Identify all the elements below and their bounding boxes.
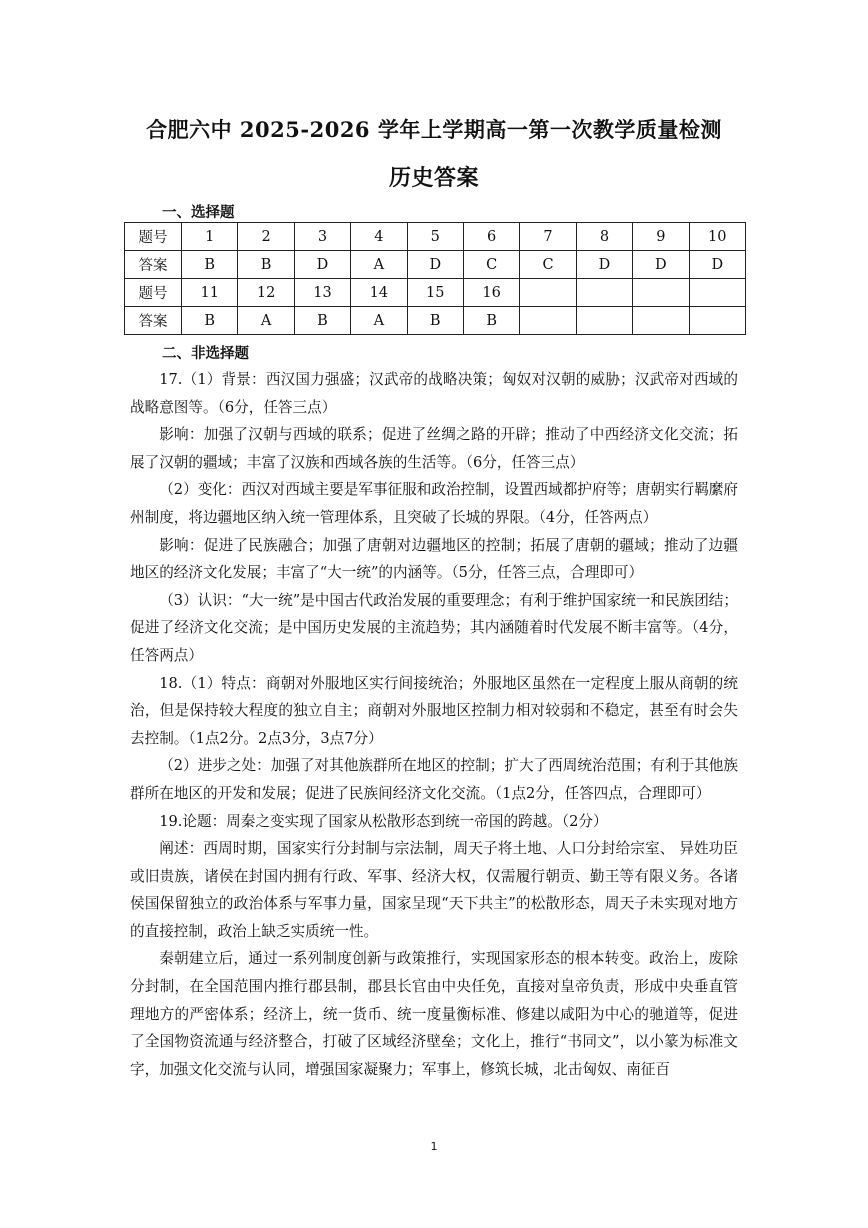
table-cell: 12 bbox=[238, 279, 294, 307]
table-cell: A bbox=[351, 307, 407, 335]
table-cell: D bbox=[689, 251, 745, 279]
table-cell bbox=[520, 279, 576, 307]
table-row-header: 题号 bbox=[125, 279, 182, 307]
table-cell: 3 bbox=[294, 223, 350, 251]
table-cell: 2 bbox=[238, 223, 294, 251]
answer-table bbox=[124, 222, 746, 335]
table-row-header: 题号 bbox=[125, 223, 182, 251]
table-cell bbox=[576, 279, 632, 307]
table-cell: D bbox=[633, 251, 689, 279]
paragraph-q18-progress: （2）进步之处：加强了对其他族群所在地区的控制；扩大了西周统治范围；有利于其他族群所在地区的开发和发展；促进了民族间经济文化交流。（1点2分，任答四点，合理即可） bbox=[130, 757, 738, 802]
table-row-header: 答案 bbox=[125, 307, 182, 335]
table-row bbox=[125, 279, 746, 307]
table-cell bbox=[633, 279, 689, 307]
table-cell: A bbox=[238, 307, 294, 335]
table-row bbox=[125, 251, 746, 279]
table-cell: 13 bbox=[294, 279, 350, 307]
table-cell: B bbox=[238, 251, 294, 279]
table-cell: B bbox=[182, 307, 238, 335]
section-heading-choice: 一、选择题 bbox=[162, 204, 235, 221]
paragraph-q19-thesis: 19.论题：周秦之变实现了国家从松散形态到统一帝国的跨越。（2分） bbox=[159, 812, 608, 830]
table-cell: 7 bbox=[520, 223, 576, 251]
table-cell: 8 bbox=[576, 223, 632, 251]
page-number: 1 bbox=[430, 1140, 438, 1153]
table-row bbox=[125, 307, 746, 335]
table-cell: 14 bbox=[351, 279, 407, 307]
table-cell bbox=[689, 279, 745, 307]
table-cell: 9 bbox=[633, 223, 689, 251]
answer-body bbox=[130, 366, 738, 1083]
table-cell: 10 bbox=[689, 223, 745, 251]
table-cell bbox=[633, 307, 689, 335]
paragraph-q17-understanding: （3）认识：“大一统”是中国古代政治发展的重要理念；有利于维护国家统一和民族团结；促进了经济文化交流；是中国历史发展的主流趋势；其内涵随着时代发展不断丰富等。（4分，任答两点） bbox=[130, 591, 738, 664]
table-cell bbox=[520, 307, 576, 335]
table-cell bbox=[576, 307, 632, 335]
paragraph-q17-background: 17.（1）背景：西汉国力强盛；汉武帝的战略决策；匈奴对汉朝的威胁；汉武帝对西域的战略意图等。（6分，任答三点） bbox=[130, 371, 738, 416]
table-cell: 15 bbox=[407, 279, 463, 307]
paragraph-q18-features: 18.（1）特点：商朝对外服地区实行间接统治；外服地区虽然在一定程度上服从商朝的统治，但是保持较大程度的独立自主；商朝对外服地区控制力相对较弱和不稳定，甚至有时会失去控制。（1点2分。2点3分，3点7分） bbox=[130, 674, 738, 747]
table-cell: D bbox=[407, 251, 463, 279]
table-cell: A bbox=[351, 251, 407, 279]
table-row bbox=[125, 223, 746, 251]
paragraph-q17-change: （2）变化：西汉对西域主要是军事征服和政治控制，设置西域都护府等；唐朝实行羁縻府州制度，将边疆地区纳入统一管理体系，且突破了长城的界限。（4分，任答两点） bbox=[130, 481, 738, 526]
paragraph-q17-impact: 影响：加强了汉朝与西域的联系；促进了丝绸之路的开辟；推动了中西经济文化交流；拓展了汉朝的疆域；丰富了汉族和西域各族的生活等。（6分，任答三点） bbox=[130, 426, 738, 471]
section-heading-non-choice: 二、非选择题 bbox=[162, 345, 249, 362]
paragraph-q19-qin: 秦朝建立后，通过一系列制度创新与政策推行，实现国家形态的根本转变。政治上，废除分封制，在全国范围内推行郡县制，郡县长官由中央任免，直接对皇帝负责，形成中央垂直管理地方的严密体系；经济上，统一货币、统一度量衡标准、修建以咸阳为中心的驰道等，促进了全国物资流通与经济整合，打破了区域经济壁垒；文化上，推行“书同文”，以小篆为标准文字，加强文化交流与认同，增强国家凝聚力；军事上，修筑长城，北击匈奴、南征百 bbox=[130, 950, 738, 1078]
table-cell: 4 bbox=[351, 223, 407, 251]
table-cell: B bbox=[463, 307, 519, 335]
table-cell: D bbox=[576, 251, 632, 279]
table-row-header: 答案 bbox=[125, 251, 182, 279]
table-cell: 6 bbox=[463, 223, 519, 251]
table-cell: C bbox=[520, 251, 576, 279]
table-cell: 5 bbox=[407, 223, 463, 251]
paragraph-q19-western-zhou: 阐述：西周时期，国家实行分封制与宗法制，周天子将土地、人口分封给宗室、 异姓功臣或旧贵族，诸侯在封国内拥有行政、军事、经济大权，仅需履行朝贡、勤王等有限义务。各诸侯国保留独立的政治体系与军事力量，国家呈现“天下共主”的松散形态，周天子未实现对地方的直接控制，政治上缺乏实质统一性。 bbox=[130, 840, 738, 940]
table-cell: C bbox=[463, 251, 519, 279]
paragraph-q17-impact-2: 影响：促进了民族融合；加强了唐朝对边疆地区的控制；拓展了唐朝的疆域；推动了边疆地区的经济文化发展；丰富了“大一统”的内涵等。（5分，任答三点，合理即可） bbox=[130, 536, 738, 582]
table-cell bbox=[689, 307, 745, 335]
table-cell: 11 bbox=[182, 279, 238, 307]
table-cell: 1 bbox=[182, 223, 238, 251]
table-cell: D bbox=[294, 251, 350, 279]
document-title: 合肥六中 2025-2026 学年上学期高一第一次教学质量检测 bbox=[146, 117, 722, 142]
document-subtitle: 历史答案 bbox=[388, 165, 479, 191]
table-cell: B bbox=[294, 307, 350, 335]
table-cell: 16 bbox=[463, 279, 519, 307]
table-cell: B bbox=[407, 307, 463, 335]
table-cell: B bbox=[182, 251, 238, 279]
